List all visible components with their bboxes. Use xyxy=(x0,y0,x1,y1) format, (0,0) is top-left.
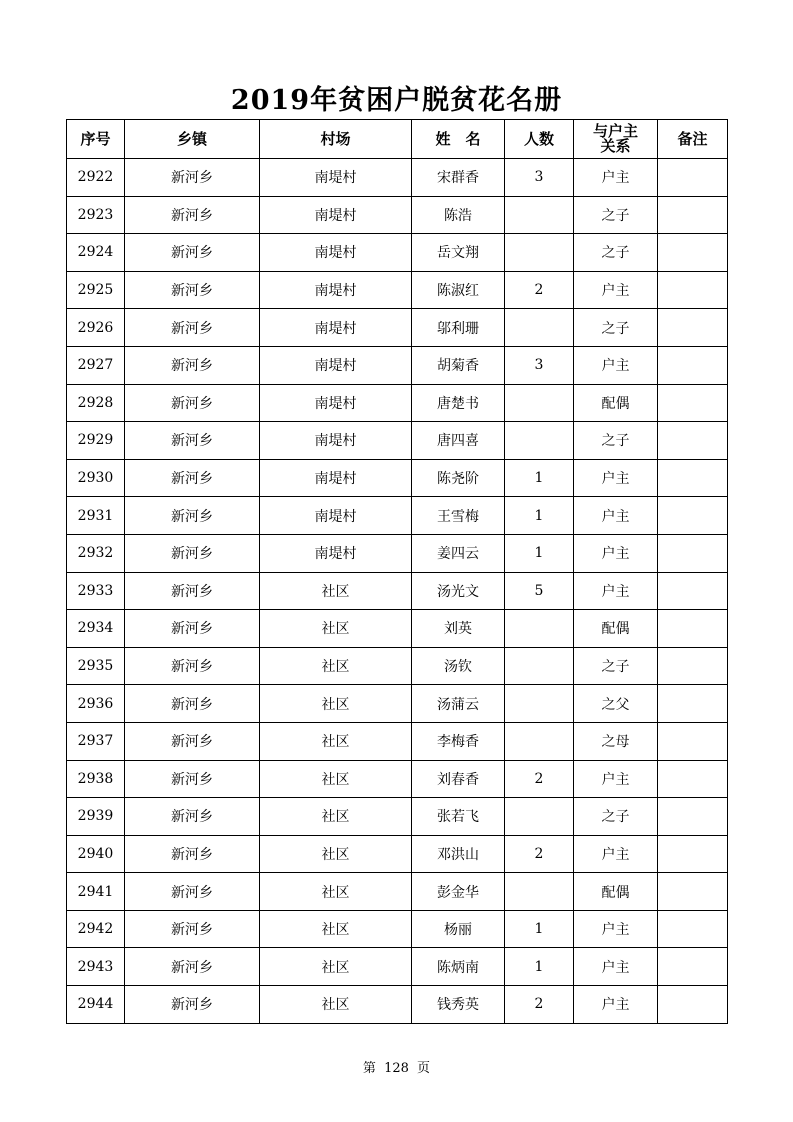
table-row xyxy=(67,948,728,986)
cell-no: 2924 xyxy=(67,234,125,272)
header-no: 序号 xyxy=(67,120,125,159)
cell-village: 社区 xyxy=(260,835,412,873)
cell-town: 新河乡 xyxy=(125,459,260,497)
cell-village: 南堤村 xyxy=(260,159,412,197)
cell-village: 社区 xyxy=(260,798,412,836)
page-footer xyxy=(0,1057,793,1076)
cell-name: 钱秀英 xyxy=(412,986,505,1024)
cell-name: 杨丽 xyxy=(412,910,505,948)
cell-relation: 配偶 xyxy=(574,384,658,422)
cell-no: 2939 xyxy=(67,798,125,836)
cell-village: 南堤村 xyxy=(260,459,412,497)
cell-relation: 之子 xyxy=(574,647,658,685)
cell-town: 新河乡 xyxy=(125,497,260,535)
table-row xyxy=(67,271,728,309)
cell-village: 社区 xyxy=(260,948,412,986)
cell-note xyxy=(658,309,728,347)
footer-suffix: 页 xyxy=(417,1061,431,1076)
cell-town: 新河乡 xyxy=(125,422,260,460)
cell-relation: 之母 xyxy=(574,722,658,760)
table-row xyxy=(67,309,728,347)
header-town: 乡镇 xyxy=(125,120,260,159)
cell-count xyxy=(505,196,574,234)
table-row xyxy=(67,798,728,836)
cell-village: 南堤村 xyxy=(260,309,412,347)
cell-no: 2935 xyxy=(67,647,125,685)
header-name: 姓 名 xyxy=(412,120,505,159)
cell-village: 社区 xyxy=(260,986,412,1024)
cell-no: 2929 xyxy=(67,422,125,460)
cell-count xyxy=(505,309,574,347)
cell-village: 南堤村 xyxy=(260,497,412,535)
cell-relation: 户主 xyxy=(574,910,658,948)
cell-village: 社区 xyxy=(260,647,412,685)
cell-village: 南堤村 xyxy=(260,346,412,384)
cell-no: 2931 xyxy=(67,497,125,535)
table-row xyxy=(67,722,728,760)
cell-no: 2922 xyxy=(67,159,125,197)
cell-town: 新河乡 xyxy=(125,685,260,723)
cell-village: 南堤村 xyxy=(260,196,412,234)
cell-relation: 配偶 xyxy=(574,610,658,648)
cell-no: 2927 xyxy=(67,346,125,384)
cell-count: 2 xyxy=(505,986,574,1024)
cell-note xyxy=(658,497,728,535)
table-row xyxy=(67,346,728,384)
cell-count: 3 xyxy=(505,346,574,384)
cell-count xyxy=(505,610,574,648)
cell-name: 唐四喜 xyxy=(412,422,505,460)
cell-count xyxy=(505,798,574,836)
cell-town: 新河乡 xyxy=(125,159,260,197)
cell-no: 2925 xyxy=(67,271,125,309)
page-number: 128 xyxy=(384,1061,409,1076)
cell-count: 1 xyxy=(505,534,574,572)
cell-count: 1 xyxy=(505,459,574,497)
header-village: 村场 xyxy=(260,120,412,159)
cell-no: 2942 xyxy=(67,910,125,948)
cell-name: 陈淑红 xyxy=(412,271,505,309)
cell-count xyxy=(505,722,574,760)
cell-no: 2941 xyxy=(67,873,125,911)
cell-village: 南堤村 xyxy=(260,384,412,422)
page-title: 2019年贫困户脱贫花名册 xyxy=(230,85,563,116)
cell-note xyxy=(658,610,728,648)
table-row xyxy=(67,422,728,460)
cell-no: 2944 xyxy=(67,986,125,1024)
table-row xyxy=(67,685,728,723)
cell-village: 南堤村 xyxy=(260,534,412,572)
table-row xyxy=(67,986,728,1024)
cell-count xyxy=(505,422,574,460)
cell-relation: 之子 xyxy=(574,422,658,460)
cell-village: 南堤村 xyxy=(260,271,412,309)
header-count: 人数 xyxy=(505,120,574,159)
cell-town: 新河乡 xyxy=(125,610,260,648)
cell-relation: 户主 xyxy=(574,271,658,309)
cell-town: 新河乡 xyxy=(125,910,260,948)
cell-village: 社区 xyxy=(260,685,412,723)
table-row xyxy=(67,760,728,798)
cell-no: 2934 xyxy=(67,610,125,648)
cell-name: 王雪梅 xyxy=(412,497,505,535)
cell-count: 1 xyxy=(505,497,574,535)
cell-note xyxy=(658,647,728,685)
cell-no: 2943 xyxy=(67,948,125,986)
cell-count xyxy=(505,873,574,911)
cell-name: 刘英 xyxy=(412,610,505,648)
cell-note xyxy=(658,422,728,460)
cell-no: 2937 xyxy=(67,722,125,760)
cell-town: 新河乡 xyxy=(125,196,260,234)
cell-count: 3 xyxy=(505,159,574,197)
cell-town: 新河乡 xyxy=(125,271,260,309)
header-relation xyxy=(574,120,658,159)
cell-name: 胡菊香 xyxy=(412,346,505,384)
table-row xyxy=(67,196,728,234)
cell-town: 新河乡 xyxy=(125,534,260,572)
cell-relation: 户主 xyxy=(574,986,658,1024)
cell-note xyxy=(658,835,728,873)
table-row xyxy=(67,610,728,648)
cell-relation: 之子 xyxy=(574,234,658,272)
cell-count: 1 xyxy=(505,948,574,986)
cell-note xyxy=(658,459,728,497)
cell-note xyxy=(658,159,728,197)
cell-note xyxy=(658,986,728,1024)
cell-relation: 户主 xyxy=(574,534,658,572)
cell-name: 汤钦 xyxy=(412,647,505,685)
cell-count xyxy=(505,685,574,723)
cell-town: 新河乡 xyxy=(125,760,260,798)
table-row xyxy=(67,534,728,572)
cell-village: 社区 xyxy=(260,610,412,648)
cell-no: 2930 xyxy=(67,459,125,497)
cell-note xyxy=(658,798,728,836)
cell-town: 新河乡 xyxy=(125,986,260,1024)
cell-relation: 配偶 xyxy=(574,873,658,911)
cell-note xyxy=(658,271,728,309)
cell-note xyxy=(658,196,728,234)
table-row xyxy=(67,835,728,873)
cell-village: 社区 xyxy=(260,722,412,760)
header-relation-line1: 与户主 xyxy=(592,122,638,140)
cell-village: 南堤村 xyxy=(260,234,412,272)
cell-count: 2 xyxy=(505,271,574,309)
cell-town: 新河乡 xyxy=(125,798,260,836)
cell-name: 邓洪山 xyxy=(412,835,505,873)
cell-note xyxy=(658,948,728,986)
cell-town: 新河乡 xyxy=(125,384,260,422)
table-row xyxy=(67,647,728,685)
cell-count xyxy=(505,647,574,685)
cell-note xyxy=(658,910,728,948)
table-row xyxy=(67,234,728,272)
cell-note xyxy=(658,346,728,384)
cell-village: 社区 xyxy=(260,572,412,610)
header-note: 备注 xyxy=(658,120,728,159)
cell-name: 岳文翔 xyxy=(412,234,505,272)
cell-name: 陈炳南 xyxy=(412,948,505,986)
cell-relation: 之子 xyxy=(574,798,658,836)
cell-no: 2936 xyxy=(67,685,125,723)
cell-note xyxy=(658,234,728,272)
roster-body xyxy=(67,159,728,1024)
cell-no: 2940 xyxy=(67,835,125,873)
cell-no: 2938 xyxy=(67,760,125,798)
cell-no: 2923 xyxy=(67,196,125,234)
cell-note xyxy=(658,572,728,610)
cell-count: 2 xyxy=(505,760,574,798)
cell-name: 刘春香 xyxy=(412,760,505,798)
cell-town: 新河乡 xyxy=(125,835,260,873)
cell-village: 南堤村 xyxy=(260,422,412,460)
cell-village: 社区 xyxy=(260,760,412,798)
cell-count: 1 xyxy=(505,910,574,948)
cell-no: 2932 xyxy=(67,534,125,572)
cell-village: 社区 xyxy=(260,910,412,948)
cell-town: 新河乡 xyxy=(125,572,260,610)
cell-name: 张若飞 xyxy=(412,798,505,836)
table-row xyxy=(67,572,728,610)
cell-relation: 户主 xyxy=(574,760,658,798)
cell-note xyxy=(658,760,728,798)
cell-town: 新河乡 xyxy=(125,722,260,760)
cell-name: 宋群香 xyxy=(412,159,505,197)
table-row xyxy=(67,159,728,197)
cell-no: 2933 xyxy=(67,572,125,610)
cell-count: 5 xyxy=(505,572,574,610)
cell-count xyxy=(505,384,574,422)
table-row xyxy=(67,384,728,422)
cell-name: 陈尧阶 xyxy=(412,459,505,497)
roster-table xyxy=(66,119,728,1024)
table-row xyxy=(67,497,728,535)
cell-name: 汤光文 xyxy=(412,572,505,610)
cell-village: 社区 xyxy=(260,873,412,911)
cell-note xyxy=(658,722,728,760)
cell-town: 新河乡 xyxy=(125,948,260,986)
cell-name: 汤蒲云 xyxy=(412,685,505,723)
cell-name: 邬利珊 xyxy=(412,309,505,347)
cell-count: 2 xyxy=(505,835,574,873)
cell-relation: 户主 xyxy=(574,948,658,986)
cell-relation: 户主 xyxy=(574,835,658,873)
cell-no: 2928 xyxy=(67,384,125,422)
cell-note xyxy=(658,685,728,723)
cell-relation: 户主 xyxy=(574,497,658,535)
cell-note xyxy=(658,534,728,572)
cell-name: 姜四云 xyxy=(412,534,505,572)
table-row xyxy=(67,873,728,911)
cell-relation: 之子 xyxy=(574,196,658,234)
cell-town: 新河乡 xyxy=(125,234,260,272)
header-relation-line2: 关系 xyxy=(600,137,631,155)
cell-name: 彭金华 xyxy=(412,873,505,911)
cell-name: 陈浩 xyxy=(412,196,505,234)
cell-name: 唐楚书 xyxy=(412,384,505,422)
cell-town: 新河乡 xyxy=(125,346,260,384)
cell-relation: 户主 xyxy=(574,572,658,610)
cell-relation: 户主 xyxy=(574,459,658,497)
cell-count xyxy=(505,234,574,272)
table-row xyxy=(67,910,728,948)
cell-town: 新河乡 xyxy=(125,309,260,347)
cell-relation: 之子 xyxy=(574,309,658,347)
cell-relation: 之父 xyxy=(574,685,658,723)
cell-town: 新河乡 xyxy=(125,873,260,911)
cell-note xyxy=(658,384,728,422)
cell-town: 新河乡 xyxy=(125,647,260,685)
footer-prefix: 第 xyxy=(362,1061,376,1076)
cell-note xyxy=(658,873,728,911)
cell-relation: 户主 xyxy=(574,159,658,197)
cell-name: 李梅香 xyxy=(412,722,505,760)
header-row xyxy=(67,120,728,159)
table-row xyxy=(67,459,728,497)
cell-relation: 户主 xyxy=(574,346,658,384)
cell-no: 2926 xyxy=(67,309,125,347)
